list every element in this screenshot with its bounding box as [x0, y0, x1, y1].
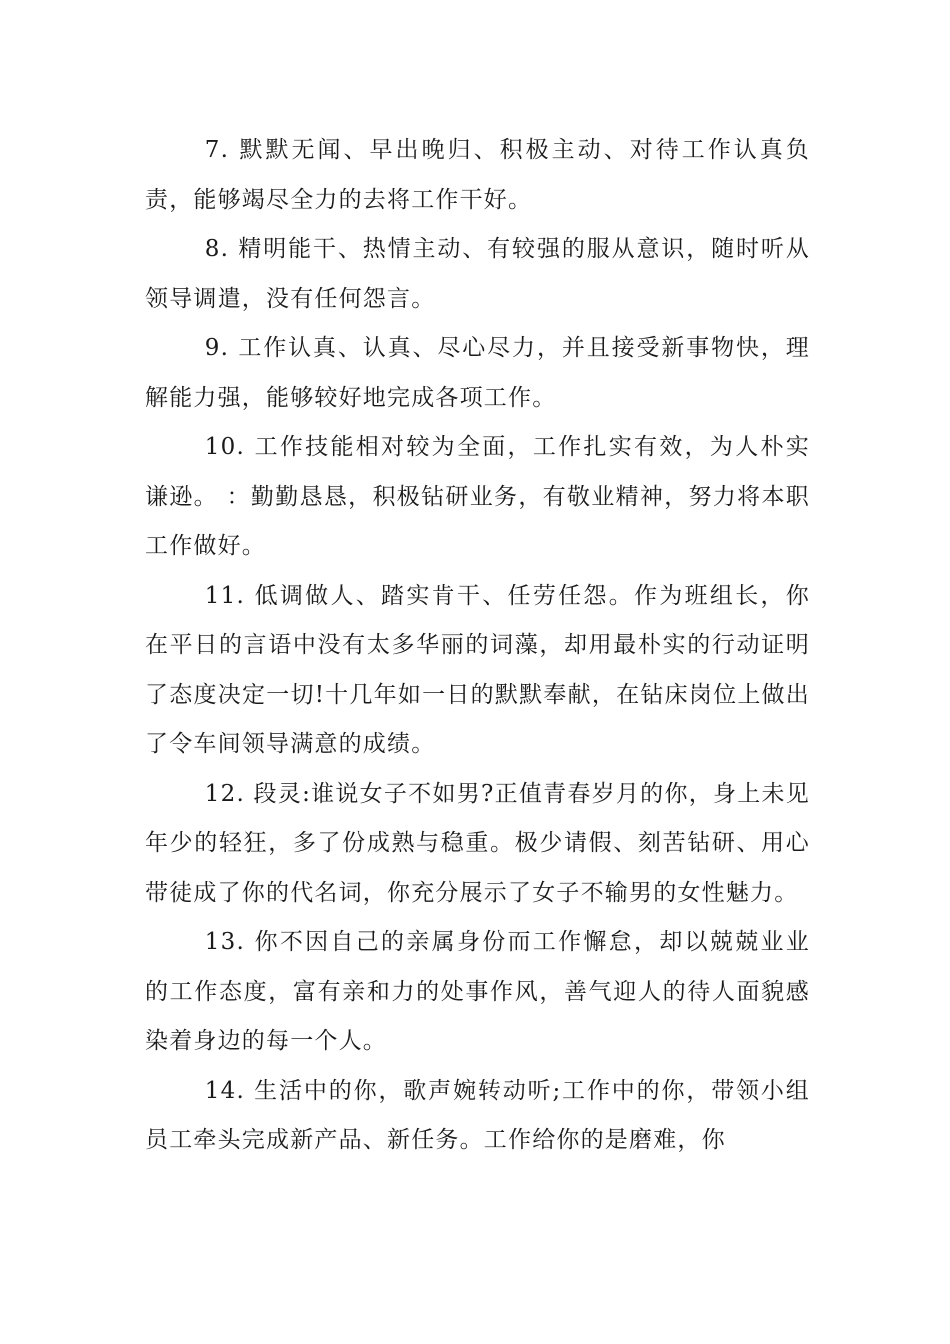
- paragraph-8: 8. 精明能干、热情主动、有较强的服从意识，随时听从领导调遣，没有任何怨言。: [145, 236, 810, 312]
- paragraph-10: 10. 工作技能相对较为全面，工作扎实有效，为人朴实谦逊。 ：勤勤恳恳，积极钻研业务，有敬业精神，努力将本职工作做好。: [145, 434, 810, 559]
- paragraph-9: 9. 工作认真、认真、尽心尽力，并且接受新事物快，理解能力强，能够较好地完成各项工作。: [145, 335, 810, 411]
- paragraph-14: 14. 生活中的你，歌声婉转动听;工作中的你，带领小组员工牵头完成新产品、新任务。工作给你的是磨难，你: [145, 1077, 810, 1153]
- paragraph-12: 12. 段灵:谁说女子不如男?正值青春岁月的你，身上未见年少的轻狂，多了份成熟与稳重。极少请假、刻苦钻研、用心带徒成了你的代名词，你充分展示了女子不输男的女性魅力。: [145, 780, 810, 906]
- paragraph-13: 13. 你不因自己的亲属身份而工作懈怠，却以兢兢业业的工作态度，富有亲和力的处事作风，善气迎人的待人面貌感染着身边的每一个人。: [145, 929, 810, 1054]
- paragraph-11: 11. 低调做人、踏实肯干、任劳任怨。作为班组长，你在平日的言语中没有太多华丽的词藻，却用最朴实的行动证明了态度决定一切!十几年如一日的默默奉献，在钻床岗位上做出了令车间领导满意的成绩。: [145, 582, 810, 757]
- paragraph-7: 7. 默默无闻、早出晚归、积极主动、对待工作认真负责，能够竭尽全力的去将工作干好。: [145, 137, 810, 213]
- document-body: [145, 126, 810, 1166]
